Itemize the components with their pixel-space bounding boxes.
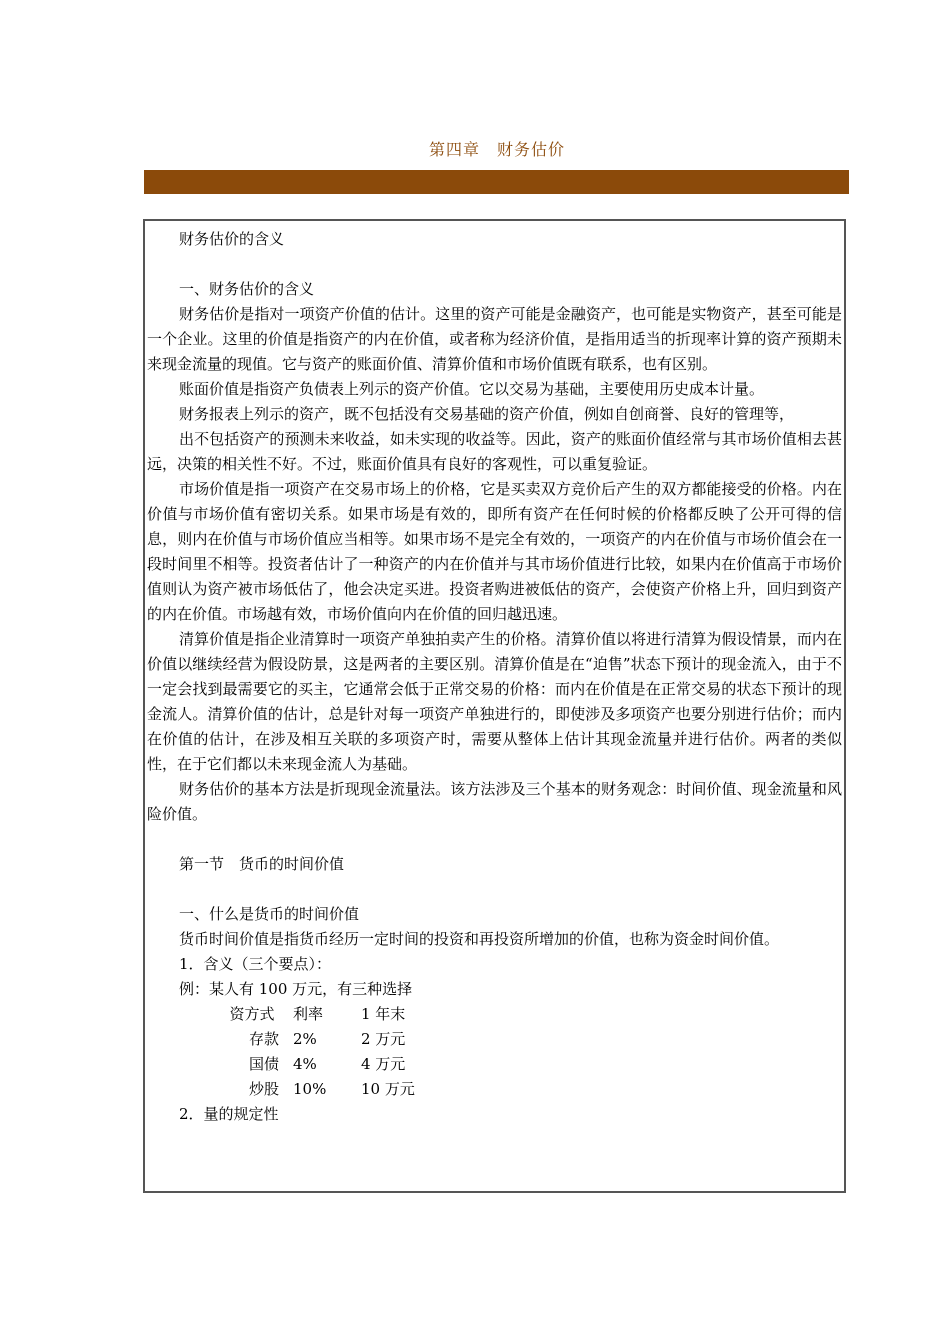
table-row: [211, 1052, 415, 1077]
table-header-row: [211, 1002, 415, 1027]
paragraph: 账面价值是指资产负债表上列示的资产价值。它以交易为基础，主要使用历史成本计量。: [179, 380, 765, 398]
paragraph: 清算价值是指企业清算时一项资产单独拍卖产生的价格。清算价值以将进行清算为假设情景，而内在价值以继续经营为假设防景，这是两者的主要区别。清算价值是在“迫售”状态下预计的现金流入，由于不一定会找到最需要它的买主，它通常会低于正常交易的价格：而内在价值是在正常交易的状态下预计的现金流人。清算价值的估计，总是针对每一项资产单独进行的，即使涉及多项资产也要分别进行估价；而内在价值的估计，在涉及相互关联的多项资产时，需要从整体上估计其现金流量并进行估价。两者的类似性，在于它们都以未来现金流人为基础。: [147, 630, 842, 773]
table-header-cell: 资方式: [229, 1005, 275, 1023]
table-cell: 4%: [293, 1055, 317, 1073]
paragraph: 财务报表上列示的资产，既不包括没有交易基础的资产价值，例如自创商誉、良好的管理等，: [179, 405, 795, 423]
section-title: 财务估价的含义: [179, 230, 285, 248]
table-cell: 2 万元: [361, 1030, 406, 1048]
content-body: [147, 227, 842, 1127]
table-cell: 2%: [293, 1030, 317, 1048]
item-1: 1．含义（三个要点）：: [179, 955, 332, 973]
definition: 货币时间价值是指货币经历一定时间的投资和再投资所增加的价值，也称为资金时间价值。: [179, 930, 780, 948]
paragraph: 出不包括资产的预测未来收益，如未实现的收益等。因此，资产的账面价值经常与其市场价值相去甚远，决策的相关性不好。不过，账面价值具有良好的客观性，可以重复验证。: [147, 430, 842, 473]
paragraph: 市场价值是指一项资产在交易市场上的价格，它是买卖双方竞价后产生的双方都能接受的价格。内在价值与市场价值有密切关系。如果市场是有效的，即所有资产在任何时候的价格都反映了公开可得的信息，则内在价值与市场价值应当相等。如果市场不是完全有效的，一项资产的内在价值与市场价值会在一段时间里不相等。投资者估计了一种资产的内在价值并与其市场价值进行比较，如果内在价值高于市场价值则认为资产被市场低估了，他会决定买进。投资者购进被低估的资产，会使资产价格上升，回归到资产的内在价值。市场越有效，市场价值向内在价值的回归越迅速。: [147, 480, 842, 623]
table-cell: 10 万元: [361, 1080, 415, 1098]
title-bar: [144, 170, 849, 194]
table-cell: 存款: [248, 1030, 279, 1048]
paragraph: 财务估价是指对一项资产价值的估计。这里的资产可能是金融资产，也可能是实物资产，甚至可能是一个企业。这里的价值是指资产的内在价值，或者称为经济价值，是指用适当的折现率计算的资产预期未来现金流量的现值。它与资产的账面价值、清算价值和市场价值既有联系，也有区别。: [147, 305, 842, 373]
table-row: [211, 1027, 415, 1052]
table-cell: 炒股: [248, 1080, 279, 1098]
paragraph: 财务估价的基本方法是折现现金流量法。该方法涉及三个基本的财务观念：时间价值、现金流量和风险价值。: [147, 780, 842, 823]
example-table: [211, 1002, 415, 1102]
section-heading: 第一节 货币的时间价值: [179, 855, 345, 873]
table-cell: 国债: [248, 1055, 279, 1073]
table-cell: 10%: [293, 1080, 327, 1098]
subheading-time-value: 一、什么是货币的时间价值: [179, 905, 360, 923]
table-header-cell: 利率: [293, 1005, 324, 1023]
table-header-cell: 1 年末: [361, 1005, 406, 1023]
example: 例：某人有 100 万元，有三种选择: [179, 980, 413, 998]
item-2: 2．量的规定性: [179, 1105, 279, 1123]
table-cell: 4 万元: [361, 1055, 406, 1073]
table-row: [211, 1077, 415, 1102]
chapter-title: 第四章 财务估价: [428, 140, 565, 159]
content-box: [143, 219, 846, 1193]
subheading-meaning: 一、财务估价的含义: [179, 280, 315, 298]
